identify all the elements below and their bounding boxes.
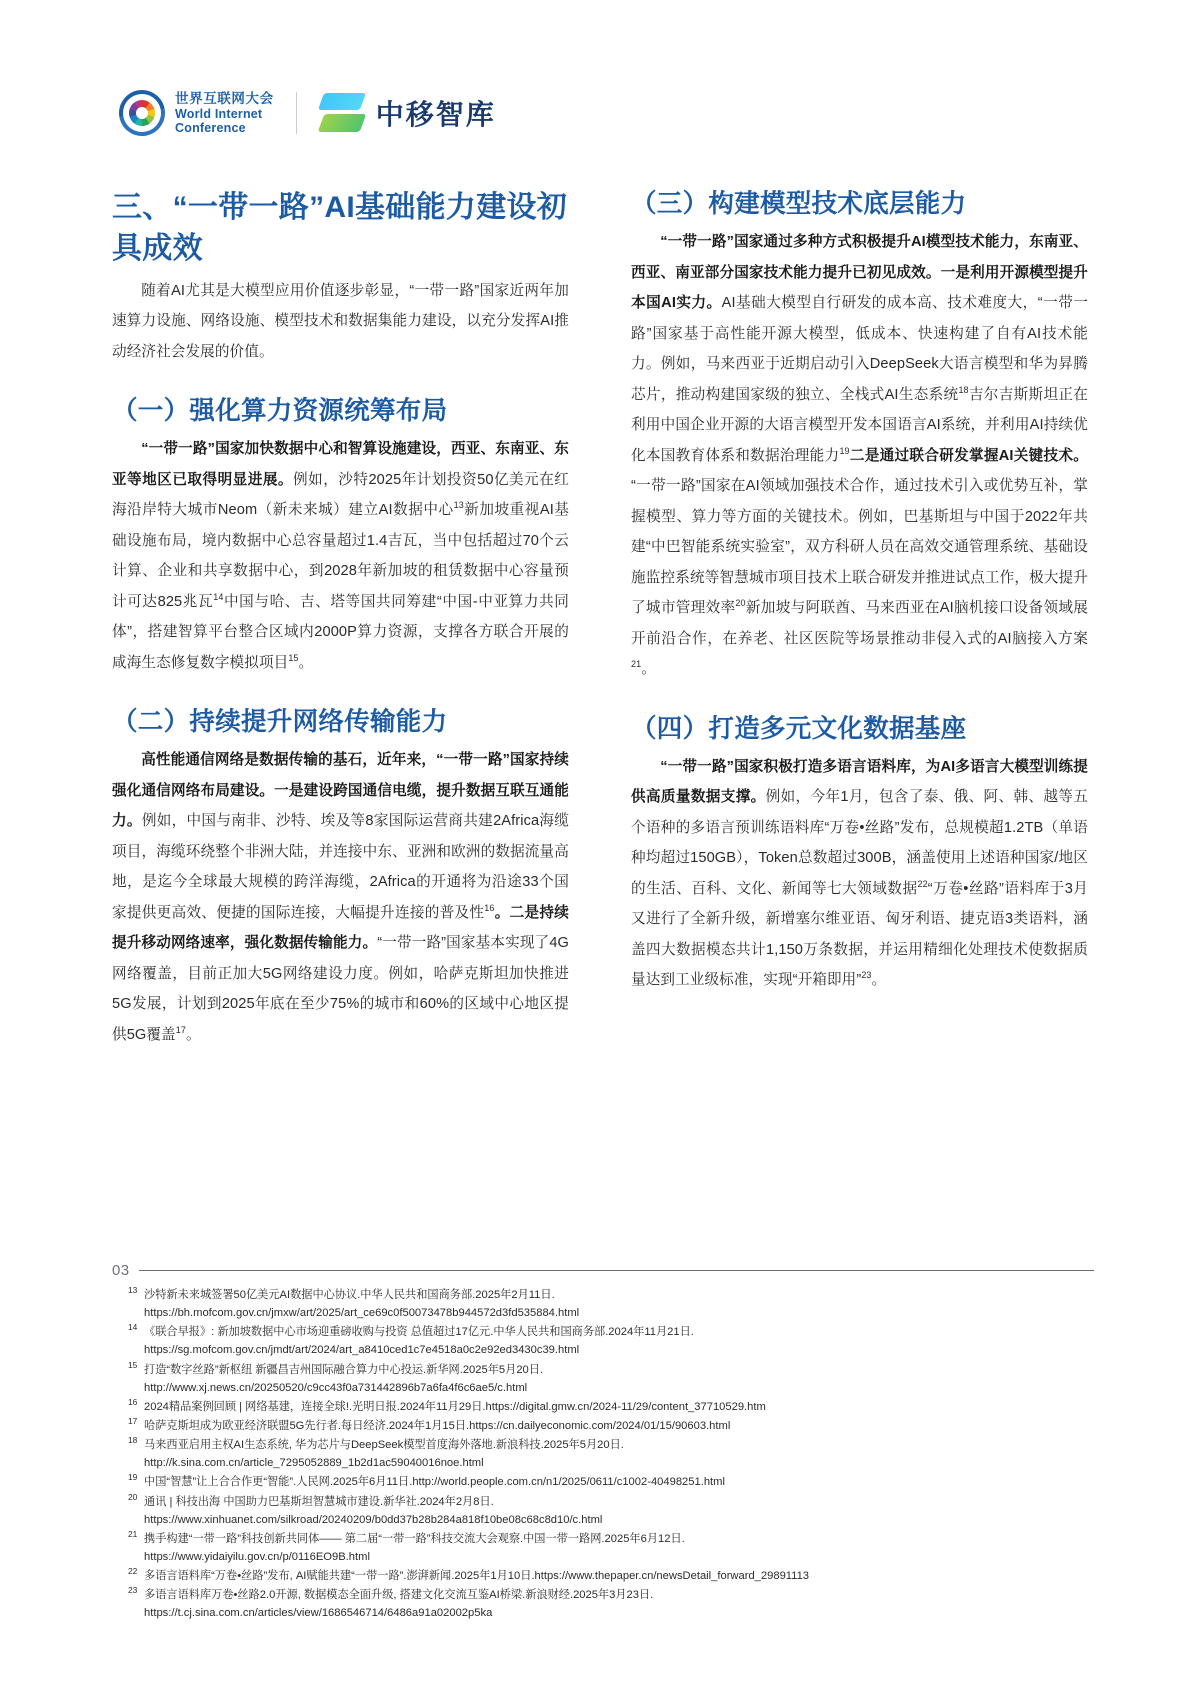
footnote-item — [128, 1493, 1094, 1529]
footnote-text: 《联合早报》: 新加坡数据中心市场迎重磅收购与投资 总值超过17亿元.中华人民共和国商务部.2024年11月21日. — [144, 1326, 694, 1339]
section-3-heading: （三）构建模型技术底层能力 — [631, 190, 967, 218]
section-4-tail: 。 — [871, 972, 887, 989]
footnote-list — [112, 1286, 1094, 1623]
right-column — [631, 188, 1088, 1050]
footnote-item — [128, 1473, 1094, 1491]
section-2-paragraph — [112, 745, 569, 1050]
footnote-item — [128, 1361, 1094, 1397]
footnote-text: 通讯 | 科技出海 中国助力巴基斯坦智慧城市建设.新华社.2024年2月8日. — [144, 1495, 494, 1508]
section-2-tail: 。 — [185, 1026, 201, 1043]
wic-color-ring-icon — [129, 100, 155, 126]
intro-paragraph: 随着AI尤其是大模型应用价值逐步彰显，“一带一路”国家近两年加速算力设施、网络设施、模型技术和数据集能力建设，以充分发挥AI推动经济社会发展的价值。 — [112, 282, 569, 360]
footnote-ref-17[interactable]: 17 — [175, 1025, 186, 1036]
cmzk-logo-text: 中移智库 — [375, 99, 496, 130]
section-4-lead: “一带一路”国家积极打造多语言语料库，为AI多语言大模型训练提供高质量数据支撑。 — [631, 758, 1088, 806]
footnote-item — [128, 1398, 1094, 1416]
footnote-number: 21 — [128, 1528, 138, 1539]
footnote-number: 23 — [128, 1585, 138, 1596]
section-3-tail: 。 — [641, 661, 656, 678]
page-number: 03 — [112, 1262, 130, 1279]
section-3-paragraph — [631, 227, 1088, 685]
section-4-heading: （四）打造多元文化数据基座 — [631, 714, 967, 743]
footnote-text: 马来西亚启用主权AI生态系统, 华为芯片与DeepSeek模型首度海外落地.新浪科技.2025年5月20日. — [144, 1439, 624, 1452]
section-1-lead: “一带一路”国家加快数据中心和智算设施建设，西亚、东南亚、东亚等地区已取得明显进展。 — [112, 441, 569, 488]
footnote-ref-20[interactable]: 20 — [735, 598, 746, 609]
section-2-text-b: “一带一路”国家基本实现了4G网络覆盖，目前正加大5G网络建设力度。例如，哈萨克斯坦加快推进5G发展，计划到2025年底在至少75%的城市和60%的区域中心地区提供5G覆盖 — [112, 935, 569, 1043]
footnote-number: 15 — [128, 1359, 138, 1370]
wic-logo-chinese: 世界互联网大会 — [175, 91, 274, 107]
footnote-text: 携手构建“一带一路”科技创新共同体—— 第二届“一带一路”科技交流大会观察.中国一带一路网.2025年6月12日. — [144, 1532, 685, 1545]
section-1-text-a: 例如，沙特2025年计划投资50亿美元在红海沿岸特大城市Neom（新未来城）建立AI数据中心 — [112, 471, 569, 519]
footnote-url[interactable]: https://sg.mofcom.gov.cn/jmdt/art/2024/art_a8410ced1c7e4518a0c2e92ed3430c39.html — [144, 1344, 580, 1357]
section-3-text-b: 吉尔吉斯斯坦正在利用中国企业开源的大语言模型开发本国语言AI系统，并利用AI持续优化本国教育体系和数据治理能力 — [631, 386, 1088, 464]
section-3-lead: “一带一路”国家通过多种方式积极提升AI模型技术能力，东南亚、西亚、南亚部分国家技术能力提升已初见成效。一是利用开源模型提升本国AI实力。 — [631, 234, 1088, 312]
footnote-item — [128, 1417, 1094, 1435]
footnote-item — [128, 1323, 1094, 1359]
footnote-ref-19[interactable]: 19 — [839, 445, 850, 456]
section-2-lead2: 。二是持续提升移动网络速率，强化数据传输能力。 — [112, 904, 569, 952]
footnotes-section — [112, 1262, 1094, 1624]
cmzk-bottom-band-icon — [317, 114, 366, 132]
cmzk-emblem-icon — [319, 91, 365, 135]
wic-emblem-icon — [118, 89, 166, 137]
footnote-ref-18[interactable]: 18 — [958, 384, 969, 395]
footnote-url[interactable]: http://www.xj.news.cn/20250520/c9cc43f0a731442896b7a6fa4f6c6ae5/c.html — [144, 1381, 528, 1394]
wic-logo-text — [175, 91, 274, 134]
left-column — [112, 188, 569, 1050]
cmzk-logo — [319, 91, 496, 135]
footnote-text: 多语言语料库“万卷•丝路”发布, AI赋能共建“一带一路”.澎湃新闻.2025年1月10日.https://www.thepaper.cn/newsDetail_forward_29891113 — [144, 1570, 810, 1583]
section-4-paragraph — [631, 752, 1088, 996]
footnote-text: 沙特新未来城签署50亿美元AI数据中心协议.中华人民共和国商务部.2025年2月11日. — [144, 1289, 555, 1301]
section-2-heading: （二）持续提升网络传输能力 — [112, 708, 448, 737]
section-1-tail: 。 — [298, 654, 314, 671]
footnote-item — [128, 1286, 1094, 1322]
footnote-ref-16[interactable]: 16 — [484, 903, 495, 914]
footnote-ref-13[interactable]: 13 — [453, 500, 464, 511]
footnote-number: 19 — [128, 1472, 138, 1483]
footnote-number: 22 — [128, 1566, 138, 1577]
section-2-text-a: 例如，中国与南非、沙特、埃及等8家国际运营商共建2Africa海缆项目，海缆环绕整个非洲大陆，并连接中东、亚洲和欧洲的数据流量高地，是迄今全球最大规模的跨洋海缆，2Africa的开通将为沿途33个国家提供更高效、便捷的国际连接，大幅提升连接的普及性 — [112, 813, 569, 921]
footnote-url[interactable]: https://bh.mofcom.gov.cn/jmxw/art/2025/art_ce69c0f50073478b944572d3fd535884.html — [144, 1307, 580, 1320]
section-3-text-c: “一带一路”国家在AI领域加强技术合作，通过技术引入或优势互补，掌握模型、算力等方面的关键技术。例如，巴基斯坦与中国于2022年共建“中巴智能系统实验室”，双方科研人员在高效交通管理系统、基础设施监控系统等智慧城市项目技术上联合研发并推进试点工作，极大提升了城市管理效率 — [631, 478, 1088, 617]
footnote-text: 打造“数字丝路”新枢纽 新疆昌吉州国际融合算力中心投运.新华网.2025年5月20日. — [144, 1363, 544, 1376]
wic-logo-english-line2: Conference — [175, 120, 246, 135]
section-1-text-c: 中国与哈、吉、塔等国共同筹建“中国-中亚算力共同体”，搭建智算平台整合区域内2000P算力资源，支撑各方联合开展的咸海生态修复数字模拟项目 — [112, 593, 569, 671]
wic-logo-english-line1: World Internet — [175, 106, 263, 121]
article-columns — [112, 188, 1088, 1050]
section-1-heading: （一）强化算力资源统筹布局 — [112, 397, 448, 426]
footnote-number: 17 — [128, 1415, 138, 1426]
footnote-text: 2024精品案例回顾 | 网络基建，连接全球!.光明日报.2024年11月29日.https://digital.gmw.cn/2024-11/29/content_37710529.htm — [144, 1400, 766, 1413]
section-2-lead: 高性能通信网络是数据传输的基石，近年来，“一带一路”国家持续强化通信网络布局建设。一是建设跨国通信电缆，提升数据互联互通能力。 — [112, 752, 569, 830]
footnote-text: 哈萨克斯坦成为欧亚经济联盟5G先行者.每日经济.2024年1月15日.https://cn.dailyeconomic.com/2024/01/15/90603.html — [144, 1419, 731, 1432]
footnote-url[interactable]: https://www.yidaiyilu.gov.cn/p/0116EO9B.html — [144, 1550, 370, 1563]
footnote-number: 14 — [128, 1322, 138, 1333]
cmzk-top-band-icon — [318, 93, 366, 110]
section-3-text-a: AI基础大模型自行研发的成本高、技术难度大，“一带一路”国家基于高性能开源大模型，低成本、快速构建了自有AI技术能力。例如，马来西亚于近期启动引入DeepSeek大语言模型和华为昇腾芯片，推动构建国家级的独立、全栈式AI生态系统 — [631, 295, 1088, 403]
footnote-item — [128, 1567, 1094, 1585]
section-4-text-b: “万卷•丝路”语料库于3月又进行了全新升级，新增塞尔维亚语、匈牙利语、捷克语3类语料，涵盖四大数据模态共计1,150万条数据，并运用精细化处理技术使数据质量达到工业级标准，实现“开箱即用” — [631, 880, 1089, 989]
footnote-ref-15[interactable]: 15 — [288, 652, 299, 663]
section-3-lead2: 二是通过联合研发掌握AI关键技术。 — [849, 447, 1088, 464]
footnote-text: 多语言语料库万卷•丝路2.0开源, 数据模态全面升级, 搭建文化交流互鉴AI桥梁.新浪财经.2025年3月23日. — [144, 1589, 654, 1602]
footnote-ref-21[interactable]: 21 — [631, 659, 642, 670]
footnote-item — [128, 1530, 1094, 1566]
section-1-paragraph — [112, 434, 569, 678]
footnote-url[interactable]: http://k.sina.com.cn/article_7295052889_1b2d1ac59040016noe.html — [144, 1457, 484, 1470]
footnotes-header — [112, 1262, 1094, 1279]
footnote-ref-23[interactable]: 23 — [861, 970, 872, 981]
logo-divider — [296, 92, 297, 134]
section-3-text-d: 新加坡与阿联酋、马来西亚在AI脑机接口设备领域展开前沿合作，在养老、社区医院等场景推动非侵入式的AI脑接入方案 — [631, 600, 1088, 647]
footnote-ref-22[interactable]: 22 — [917, 878, 928, 889]
footnote-url[interactable]: https://www.xinhuanet.com/silkroad/20240209/b0dd37b28b284a818f10be08c68c8d10/c.html — [144, 1513, 603, 1526]
page-title: 三、“一带一路”AI基础能力建设初具成效 — [112, 191, 568, 265]
page-header — [118, 84, 496, 142]
footnote-number: 16 — [128, 1396, 138, 1407]
section-1-text-b: 新加坡重视AI基础设施布局，境内数据中心总容量超过1.4吉瓦，当中包括超过70个云计算、企业和共享数据中心，到2028年新加坡的租赁数据中心容量预计可达825兆瓦 — [112, 502, 569, 610]
world-internet-conference-logo — [118, 89, 274, 137]
footnote-text: 中国“智慧”让上合合作更“智能”.人民网.2025年6月11日.http://world.people.com.cn/n1/2025/0611/c1002-40498251.html — [144, 1476, 725, 1489]
footnote-number: 20 — [128, 1491, 138, 1502]
footnote-ref-14[interactable]: 14 — [213, 591, 224, 602]
footnote-url[interactable]: https://t.cj.sina.com.cn/articles/view/1686546714/6486a91a02002p5ka — [144, 1607, 493, 1620]
footnote-item — [128, 1586, 1094, 1622]
footnotes-divider — [139, 1270, 1095, 1271]
footnote-number: 18 — [128, 1435, 138, 1446]
footnote-item — [128, 1436, 1094, 1472]
section-4-text-a: 例如，今年1月，包含了泰、俄、阿、韩、越等五个语种的多语言预训练语料库“万卷•丝路”发布，总规模超1.2TB（单语种均超过150GB），Token总数超过300B，涵盖使用上述语种国家/地区的生活、百科、文化、新闻等七大领域数据 — [631, 789, 1088, 897]
footnote-number: 13 — [128, 1285, 138, 1295]
